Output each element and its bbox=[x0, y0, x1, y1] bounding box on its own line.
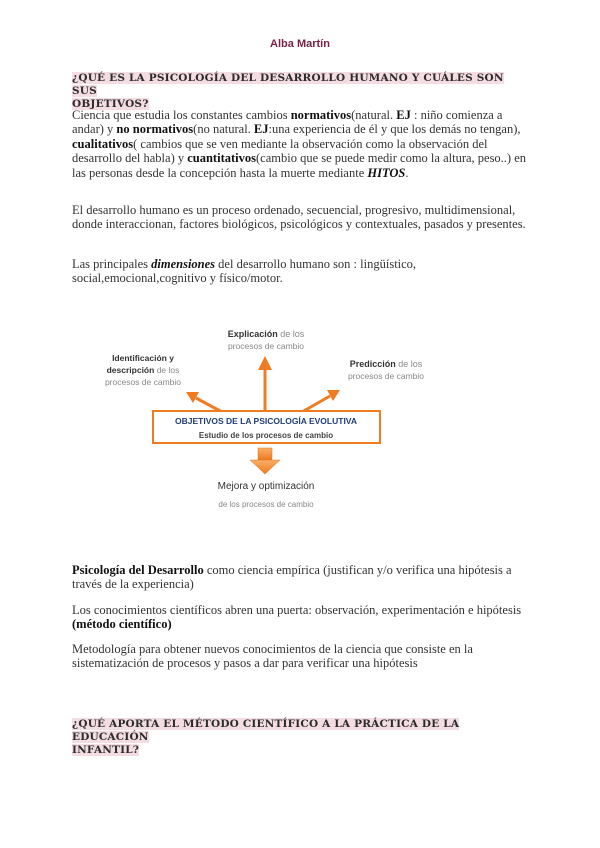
term-cualitativos: cualitativos bbox=[72, 136, 134, 151]
label-prediccion bbox=[350, 359, 423, 369]
term-no-normativos: no normativos bbox=[116, 122, 194, 137]
heading-1-line1: ¿QUÉ ES LA PSICOLOGÍA DEL DESARROLLO HUMANO Y CUÁLES SON SUS bbox=[72, 72, 504, 97]
label-identificacion-line2 bbox=[107, 365, 180, 375]
label-explicacion-bold: Explicación bbox=[227, 329, 278, 339]
arrow-up-right-icon bbox=[302, 390, 340, 412]
label-mejora-line2: de los procesos de cambio bbox=[218, 500, 314, 509]
term-ej: EJ bbox=[253, 122, 269, 137]
text: (no natural. bbox=[193, 122, 254, 137]
center-title: OBJETIVOS DE LA PSICOLOGÍA EVOLUTIVA bbox=[175, 416, 357, 426]
heading-2-line1: ¿QUÉ APORTA EL MÉTODO CIENTÍFICO A LA PRÁCTICA DE LA EDUCACIÓN bbox=[72, 718, 460, 743]
paragraph-psicologia bbox=[72, 563, 528, 592]
arrow-up-icon bbox=[258, 356, 272, 410]
section-heading-2 bbox=[72, 718, 520, 757]
term-dimensiones: dimensiones bbox=[151, 257, 216, 271]
term-metodo-cientifico: (método científico) bbox=[72, 617, 172, 632]
label-prediccion-line2: procesos de cambio bbox=[347, 371, 425, 381]
text: . bbox=[405, 165, 409, 180]
label-explicacion-line2: procesos de cambio bbox=[227, 341, 305, 351]
paragraph-desarrollo: El desarrollo humano es un proceso ordenado, secuencial, progresivo, multidimensional, donde interaccionan, factores biológicos, psicológicos y contextuales, pasados y presentes. bbox=[72, 203, 526, 232]
term-hitos: HITOS bbox=[367, 165, 406, 180]
label-identificacion-line3: procesos de cambio bbox=[104, 377, 182, 387]
text: :una experiencia de él y que los demás no tengan), bbox=[268, 122, 521, 137]
term-cuantitativos: cuantitativos bbox=[187, 151, 256, 166]
heading-2-line2: INFANTIL? bbox=[72, 744, 140, 756]
text: : niño comienza a andar) y bbox=[72, 108, 503, 137]
term-normativos: normativos bbox=[290, 108, 352, 122]
text: del desarrollo humano son : lingüístico, social,emocional,cognitivo y físico/motor. bbox=[72, 257, 417, 286]
text: ( cambios que se ven mediante la observación como la observación del desarrollo del habla) y bbox=[72, 136, 488, 166]
term-psicologia-desarrollo: Psicología del Desarrollo bbox=[72, 563, 204, 577]
arrow-up-left-icon bbox=[186, 392, 222, 412]
label-prediccion-bold: Predicción bbox=[349, 359, 396, 369]
label-explicacion bbox=[228, 329, 305, 339]
arrow-down-icon bbox=[250, 448, 280, 474]
label-descripcion-bold: descripción bbox=[106, 365, 155, 375]
label-descripcion-rest: de los bbox=[154, 365, 180, 375]
heading-1-line2: OBJETIVOS? bbox=[72, 98, 149, 110]
author-name: Alba Martín bbox=[270, 38, 330, 50]
paragraph-metodologia: Metodología para obtener nuevos conocimientos de la ciencia que consiste en la sistematización de procesos y pasos a dar para verificar una hipótesis bbox=[72, 642, 473, 671]
label-prediccion-rest: de los bbox=[395, 359, 423, 369]
text: (cambio que se puede medir como la altura, peso..) en las personas desde la concepción hasta la muerte mediante bbox=[72, 151, 527, 180]
text: Los conocimientos científicos abren una puerta: observación, experimentación e hipótesis bbox=[72, 603, 522, 617]
text: Ciencia que estudia los constantes cambios bbox=[72, 108, 291, 122]
text: (natural. bbox=[351, 108, 397, 122]
center-subtitle: Estudio de los procesos de cambio bbox=[198, 431, 334, 440]
paragraph-conocimientos bbox=[72, 603, 528, 632]
label-explicacion-rest: de los bbox=[277, 329, 305, 339]
term-ej: EJ bbox=[396, 108, 411, 122]
text: Las principales bbox=[72, 257, 152, 271]
label-mejora: Mejora y optimización bbox=[217, 481, 315, 492]
label-identificacion-line1: Identificación y bbox=[112, 353, 174, 363]
text: como ciencia empírica (justifican y/o verifica una hipótesis a través de la experiencia) bbox=[72, 563, 512, 592]
